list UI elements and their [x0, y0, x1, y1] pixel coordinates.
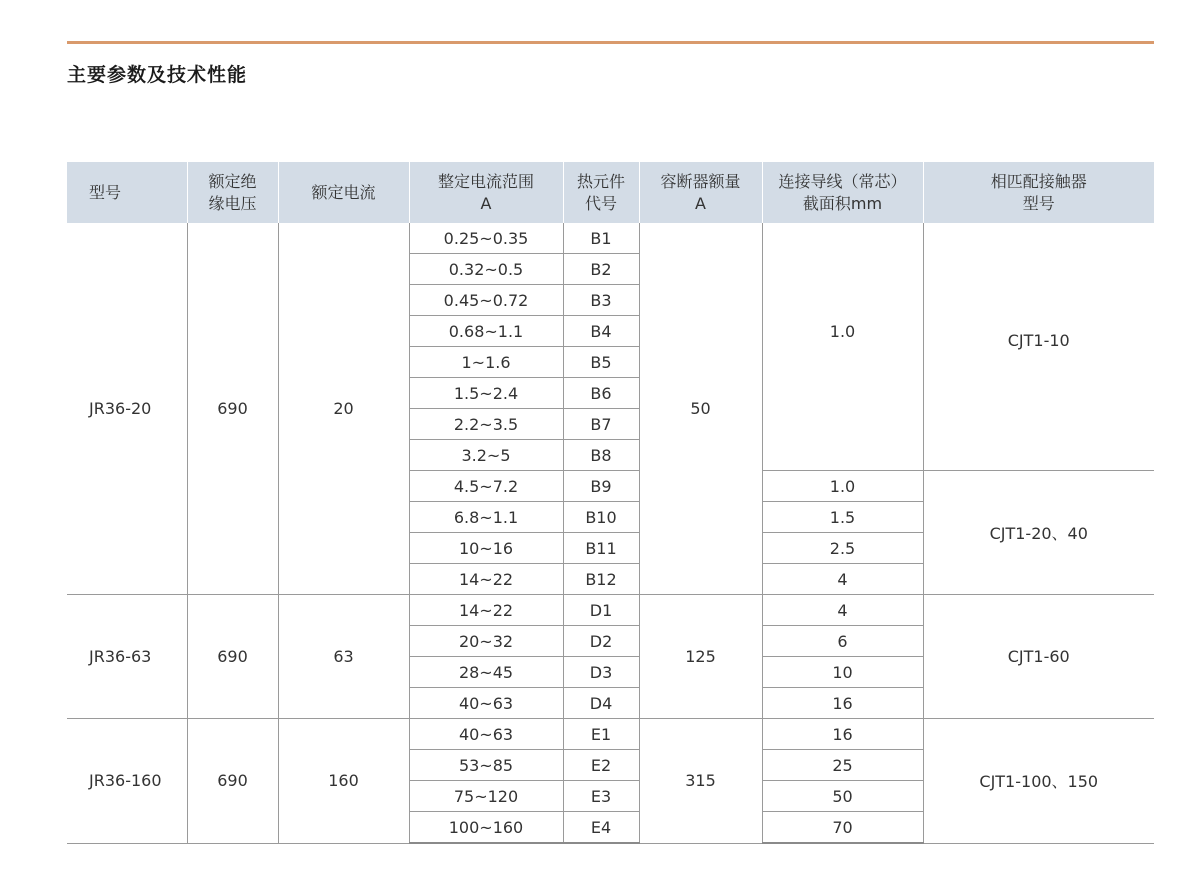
- setting-range-cell: 14~22: [409, 564, 563, 595]
- setting-range-cell: 0.45~0.72: [409, 285, 563, 316]
- header-text: A: [695, 193, 706, 213]
- header-text: A: [480, 193, 492, 213]
- element-code-cell: B9: [563, 471, 639, 502]
- rated-current-cell: 63: [278, 595, 409, 719]
- header-text: 热元件: [576, 171, 625, 191]
- header-rated-voltage: [187, 162, 278, 223]
- element-code-cell: B5: [563, 347, 639, 378]
- fuse-rating-cell: 125: [639, 595, 762, 719]
- contactor-model-cell: CJT1-60: [923, 595, 1154, 719]
- fuse-rating-cell: 50: [639, 223, 762, 595]
- header-text: 型号: [1022, 193, 1055, 213]
- setting-range-cell: 1~1.6: [409, 347, 563, 378]
- element-code-cell: B4: [563, 316, 639, 347]
- element-code-cell: B7: [563, 409, 639, 440]
- wire-section-cell: 4: [762, 595, 923, 626]
- setting-range-cell: 40~63: [409, 719, 563, 750]
- header-text: 整定电流范围: [437, 171, 534, 191]
- wire-section-cell: 70: [762, 812, 923, 844]
- header-model: [67, 162, 187, 223]
- table-row: [67, 595, 1154, 626]
- wire-section-cell: 6: [762, 626, 923, 657]
- contactor-model-cell: CJT1-20、40: [923, 471, 1154, 595]
- setting-range-cell: 20~32: [409, 626, 563, 657]
- header-text: 截面积mm: [802, 193, 883, 213]
- setting-range-cell: 75~120: [409, 781, 563, 812]
- setting-range-cell: 40~63: [409, 688, 563, 719]
- element-code-cell: B10: [563, 502, 639, 533]
- rated-voltage-cell: 690: [187, 223, 278, 595]
- header-wire-section: [762, 162, 923, 223]
- rated-voltage-cell: 690: [187, 595, 278, 719]
- wire-section-cell: 10: [762, 657, 923, 688]
- wire-section-cell: 1.0: [762, 471, 923, 502]
- element-code-cell: E4: [563, 812, 639, 844]
- header-text: 相匹配接触器: [990, 171, 1087, 191]
- header-text: 额定电流: [311, 182, 376, 202]
- wire-section-cell: 4: [762, 564, 923, 595]
- header-element-code: [563, 162, 639, 223]
- element-code-cell: D1: [563, 595, 639, 626]
- element-code-cell: B12: [563, 564, 639, 595]
- page-title: 主要参数及技术性能: [67, 64, 248, 86]
- contactor-model-cell: CJT1-10: [923, 223, 1154, 471]
- contactor-model-cell: CJT1-100、150: [923, 719, 1154, 844]
- header-contactor-model: [923, 162, 1154, 223]
- model-cell: JR36-63: [67, 595, 187, 719]
- header-text: 连接导线（常芯）: [778, 171, 907, 191]
- header-text: 缘电压: [208, 193, 257, 213]
- element-code-cell: E2: [563, 750, 639, 781]
- setting-range-cell: 100~160: [409, 812, 563, 844]
- table-row: [67, 719, 1154, 750]
- setting-range-cell: 3.2~5: [409, 440, 563, 471]
- element-code-cell: B2: [563, 254, 639, 285]
- setting-range-cell: 6.8~1.1: [409, 502, 563, 533]
- wire-section-cell: 16: [762, 719, 923, 750]
- element-code-cell: D3: [563, 657, 639, 688]
- setting-range-cell: 53~85: [409, 750, 563, 781]
- fuse-rating-cell: 315: [639, 719, 762, 844]
- spec-table: [67, 162, 1154, 844]
- wire-section-cell: 1.5: [762, 502, 923, 533]
- rated-current-cell: 20: [278, 223, 409, 595]
- element-code-cell: B1: [563, 223, 639, 254]
- wire-section-cell: 2.5: [762, 533, 923, 564]
- element-code-cell: E3: [563, 781, 639, 812]
- setting-range-cell: 2.2~3.5: [409, 409, 563, 440]
- table-header-row: [67, 162, 1154, 223]
- table-body: [67, 223, 1154, 843]
- element-code-cell: B6: [563, 378, 639, 409]
- header-rated-current: [278, 162, 409, 223]
- header-setting-range: [409, 162, 563, 223]
- model-cell: JR36-20: [67, 223, 187, 595]
- setting-range-cell: 4.5~7.2: [409, 471, 563, 502]
- header-fuse-rating: [639, 162, 762, 223]
- top-divider: [67, 41, 1154, 44]
- setting-range-cell: 28~45: [409, 657, 563, 688]
- wire-section-cell: 50: [762, 781, 923, 812]
- model-cell: JR36-160: [67, 719, 187, 844]
- table-row: [67, 223, 1154, 254]
- header-text: 容断器额量: [660, 171, 741, 191]
- element-code-cell: B3: [563, 285, 639, 316]
- setting-range-cell: 14~22: [409, 595, 563, 626]
- element-code-cell: B11: [563, 533, 639, 564]
- setting-range-cell: 0.32~0.5: [409, 254, 563, 285]
- element-code-cell: D4: [563, 688, 639, 719]
- setting-range-cell: 0.68~1.1: [409, 316, 563, 347]
- header-text: 额定绝: [208, 171, 257, 191]
- header-text: 代号: [584, 193, 617, 213]
- header-text: 型号: [89, 182, 122, 202]
- element-code-cell: D2: [563, 626, 639, 657]
- rated-current-cell: 160: [278, 719, 409, 844]
- wire-section-cell: 1.0: [762, 223, 923, 471]
- rated-voltage-cell: 690: [187, 719, 278, 844]
- setting-range-cell: 1.5~2.4: [409, 378, 563, 409]
- wire-section-cell: 16: [762, 688, 923, 719]
- setting-range-cell: 0.25~0.35: [409, 223, 563, 254]
- setting-range-cell: 10~16: [409, 533, 563, 564]
- element-code-cell: E1: [563, 719, 639, 750]
- wire-section-cell: 25: [762, 750, 923, 781]
- element-code-cell: B8: [563, 440, 639, 471]
